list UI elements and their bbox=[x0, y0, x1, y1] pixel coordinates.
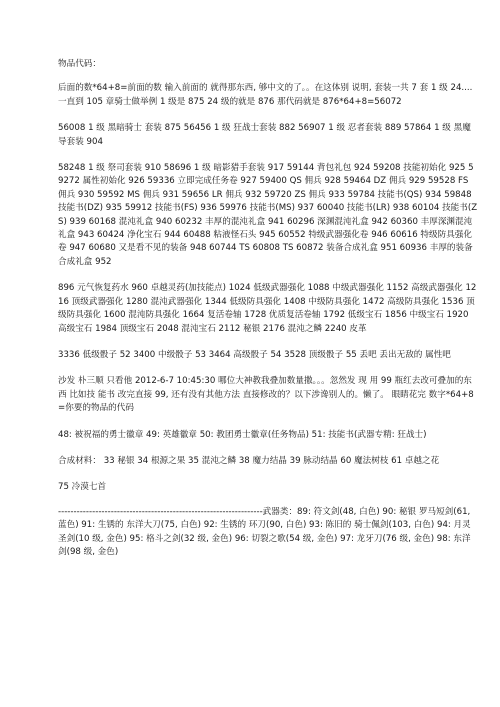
badge-code-list: 48: 被祝福的勇士徽章 49: 英雄徽章 50: 教团勇士徽章(任务物品) 51: 技能书(武器专精: 狂战士) bbox=[58, 429, 427, 440]
dice-code-list: 3336 低级骰子 52 3400 中级骰子 53 3464 高级骰子 54 3528 顶级骰子 55 丢吧 丢出无敌的 属性吧 bbox=[58, 349, 451, 360]
potion-enhance-code-list: 896 元气恢复药水 960 卓越灵药(加技能点) 1024 低级武器强化 1088 中级武器强化 1152 高级武器强化 1216 顶级武器强化 1280 混沌武器强化 1344 低级防具强化 1408 中级防具强化 1472 高级防具强化 1536 顶级防具强化 1600 混沌防具强化 1664 复活卷轴 1728 优质复活卷轴 1792 低级宝石 1856 中级宝石 1920 高级宝石 1984 顶级宝石 2048 混沌宝石 2112 秘银 2176 混沌之鳞 2240 皮革 bbox=[58, 283, 477, 334]
item-code-list: 58248 1 级 祭司套装 910 58696 1 级 暗影猎手套装 917 59144 背包礼包 924 59208 技能初始化 925 59272 属性初始化 926 59336 立即完成任务卷 927 59400 QS 佣兵 928 59464 DZ 佣兵 929 59528 FS 佣兵 930 59592 MS 佣兵 931 59656 LR 佣兵 932 59720 ZS 佣兵 933 59784 技能书(QS) 934 59848 技能书(DZ) 935 59912 技能书(FS) 936 59976 技能书(MS) 937 60040 技能书(LR) 938 60104 技能书(ZS) 939 60168 混沌礼盒 940 60232 丰厚的混沌礼盒 941 60296 深渊混沌礼盒 942 60360 丰厚深渊混沌礼盒 943 60424 净化宝石 944 60488 粘液怪石头 945 60552 特级武器强化卷 946 60616 特级防具强化卷 947 60680 又是看不见的装备 948 60744 TS 60808 TS 60872 装备合成礼盒 951 60936 丰厚的装备合成礼盒 952 bbox=[58, 163, 478, 267]
weapon-code-list: ------------------------------------------------------------------武器类：89: 符文剑(48, 白色) 90: 秘银 罗马短剑(61, 蓝色) 91: 生锈的 东洋大刀(75, 白色) 92: 生锈的 环刀(90, 白色) 93: 陈旧的 骑士佩剑(103, 白色) 94: 月灵圣剑(10 级, 金色) 95: 格斗之剑(32 级, 金色) 96: 切裂之歌(54 级, 金色) 97: 龙牙刀(76 级, 金色) 98: 东洋剑(98 级, 金色) bbox=[58, 506, 471, 557]
formula-explanation: 后面的数*64+8=前面的数 输入前面的 就得那东西, 够中文的了。。在这体别 说明, 套装一共 7 套 1 级 24....一直到 105 章骑士做举例 1 级是 875 24 级的就是 876 那代码就是 876*64+8=56072 bbox=[58, 83, 473, 107]
forum-reply: 沙发 朴三顺 只看他 2012-6-7 10:45:30 哪位大神教我叠加数量撒。。。忽然发 现 用 99 瓶红去改可叠加的东西 比如技 能书 改完直接 99, 还有没有其他方法 直接修改的？以下涉谗别人的。懒了。 眼睛花完 数字*64+8=你要的物品的代码 bbox=[58, 376, 474, 414]
material-code-list: 合成材料： 33 秘银 34 根源之果 35 混沌之鳞 38 魔力结晶 39 脉动结晶 60 魔法树枝 61 卓越之花 bbox=[58, 455, 440, 466]
set-code-list: 56008 1 级 黑暗骑士 套装 875 56456 1 级 狂战士套装 882 56907 1 级 忍者套装 889 57864 1 级 黑魔导套装 904 bbox=[58, 123, 471, 147]
dagger-code: 75 冷漠七首 bbox=[58, 482, 107, 493]
item-code-heading: 物品代码： bbox=[58, 59, 101, 69]
